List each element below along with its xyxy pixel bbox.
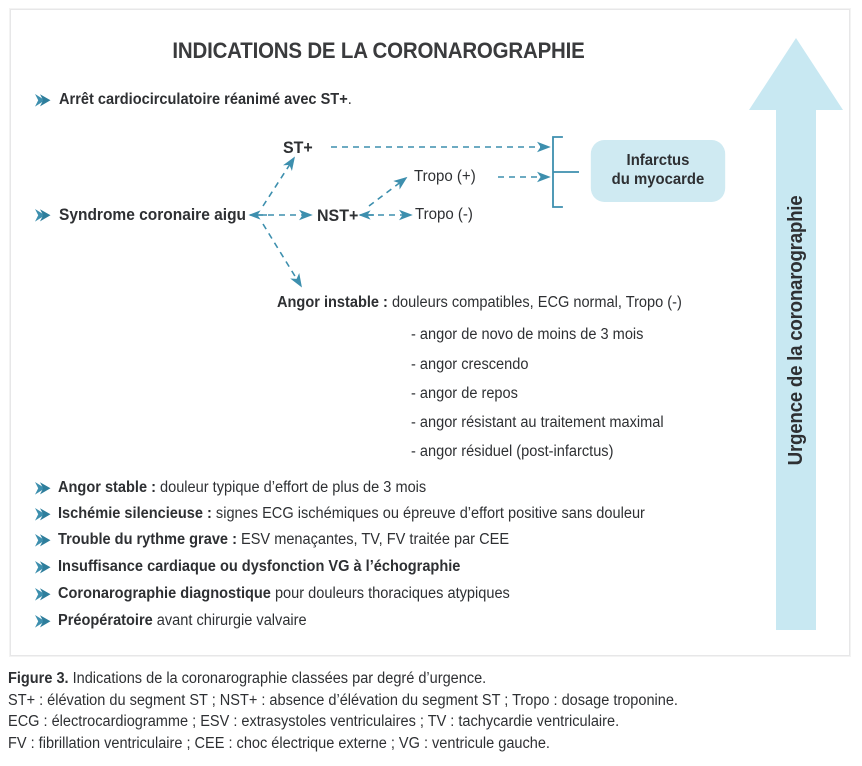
indication-rest-label: douleur typique d’effort de plus de 3 mois (155, 479, 427, 496)
indication-bold-label: Trouble du rythme grave : (58, 531, 237, 548)
indication-rest-label: . (347, 91, 352, 108)
indication-coronarographie-diagnostique (58, 585, 510, 603)
flow-node-syndrome-coronaire-aigu: Syndrome coronaire aigu (59, 206, 247, 224)
chevron-bullet-icon (34, 507, 53, 522)
indication-ischemie-silencieuse (58, 505, 645, 523)
figure-frame (10, 9, 850, 656)
urgency-arrow-label: Urgence de la coronarographie (784, 195, 807, 465)
infarctus-line-1: Infarctus (626, 152, 690, 170)
flow-node-tropo-positive: Tropo (+) (414, 168, 476, 185)
list-item: - angor crescendo (411, 356, 529, 373)
caption-line-1-rest: Indications de la coronarographie classées par degré d’urgence. (68, 670, 487, 687)
indication-bold-label: Ischémie silencieuse : (58, 505, 212, 522)
indication-arret-cardiocirculatoire (59, 91, 352, 109)
flow-node-infarctus-du-myocarde (591, 140, 725, 202)
indication-rest-label: avant chirurgie valvaire (152, 612, 307, 629)
chevron-bullet-icon (34, 481, 53, 496)
caption-line-1 (8, 668, 816, 690)
chevron-bullet-icon (34, 533, 53, 548)
indication-insuffisance-cardiaque (58, 558, 460, 576)
chevron-bullet-icon (34, 208, 53, 223)
caption-line-4: FV : fibrillation ventriculaire ; CEE : choc électrique externe ; VG : ventricule gauche. (8, 735, 550, 753)
indication-bold-label: Angor stable : (58, 479, 156, 496)
figure-caption (8, 668, 816, 755)
list-item: - angor résiduel (post-infarctus) (411, 443, 614, 460)
chevron-bullet-icon (34, 614, 53, 629)
flow-node-nst-plus: NST+ (317, 206, 359, 225)
indication-rest-label: pour douleurs thoraciques atypiques (270, 585, 510, 602)
caption-figure-number: Figure 3. (8, 670, 69, 687)
indication-bold-label: Coronarographie diagnostique (58, 585, 271, 602)
indication-trouble-du-rythme-grave (58, 531, 509, 549)
urgency-up-arrow-icon (746, 30, 846, 630)
list-item: - angor résistant au traitement maximal (411, 414, 664, 431)
page-title: INDICATIONS DE LA CORONAROGRAPHIE (172, 38, 585, 63)
flow-node-st-plus: ST+ (283, 138, 313, 157)
angor-instable-bold-label: Angor instable : (277, 294, 388, 311)
indication-bold-label: Arrêt cardiocirculatoire réanimé avec ST+ (59, 91, 348, 108)
indication-rest-label: ESV menaçantes, TV, FV traitée par CEE (236, 531, 510, 548)
indication-rest-label: signes ECG ischémiques ou épreuve d’effort positive sans douleur (211, 505, 645, 522)
chevron-bullet-icon (34, 560, 53, 575)
indication-angor-stable (58, 479, 426, 497)
indication-preoperatoire (58, 612, 307, 630)
indication-bold-label: Insuffisance cardiaque ou dysfonction VG à l’échographie (58, 558, 461, 575)
caption-line-2: ST+ : élévation du segment ST ; NST+ : absence d’élévation du segment ST ; Tropo : dosage troponine. (8, 691, 678, 709)
flow-node-angor-instable (277, 294, 682, 312)
chevron-bullet-icon (34, 93, 53, 108)
angor-instable-rest-label: douleurs compatibles, ECG normal, Tropo (-) (387, 294, 682, 311)
caption-line-3: ECG : électrocardiogramme ; ESV : extrasystoles ventriculaires ; TV : tachycardie ventriculaire. (8, 713, 620, 731)
flow-node-tropo-negative: Tropo (-) (415, 206, 473, 223)
list-item: - angor de repos (411, 385, 518, 402)
list-item: - angor de novo de moins de 3 mois (411, 326, 644, 343)
chevron-bullet-icon (34, 587, 53, 602)
infarctus-line-2: du myocarde (611, 171, 705, 188)
indication-bold-label: Préopératoire (58, 612, 153, 629)
